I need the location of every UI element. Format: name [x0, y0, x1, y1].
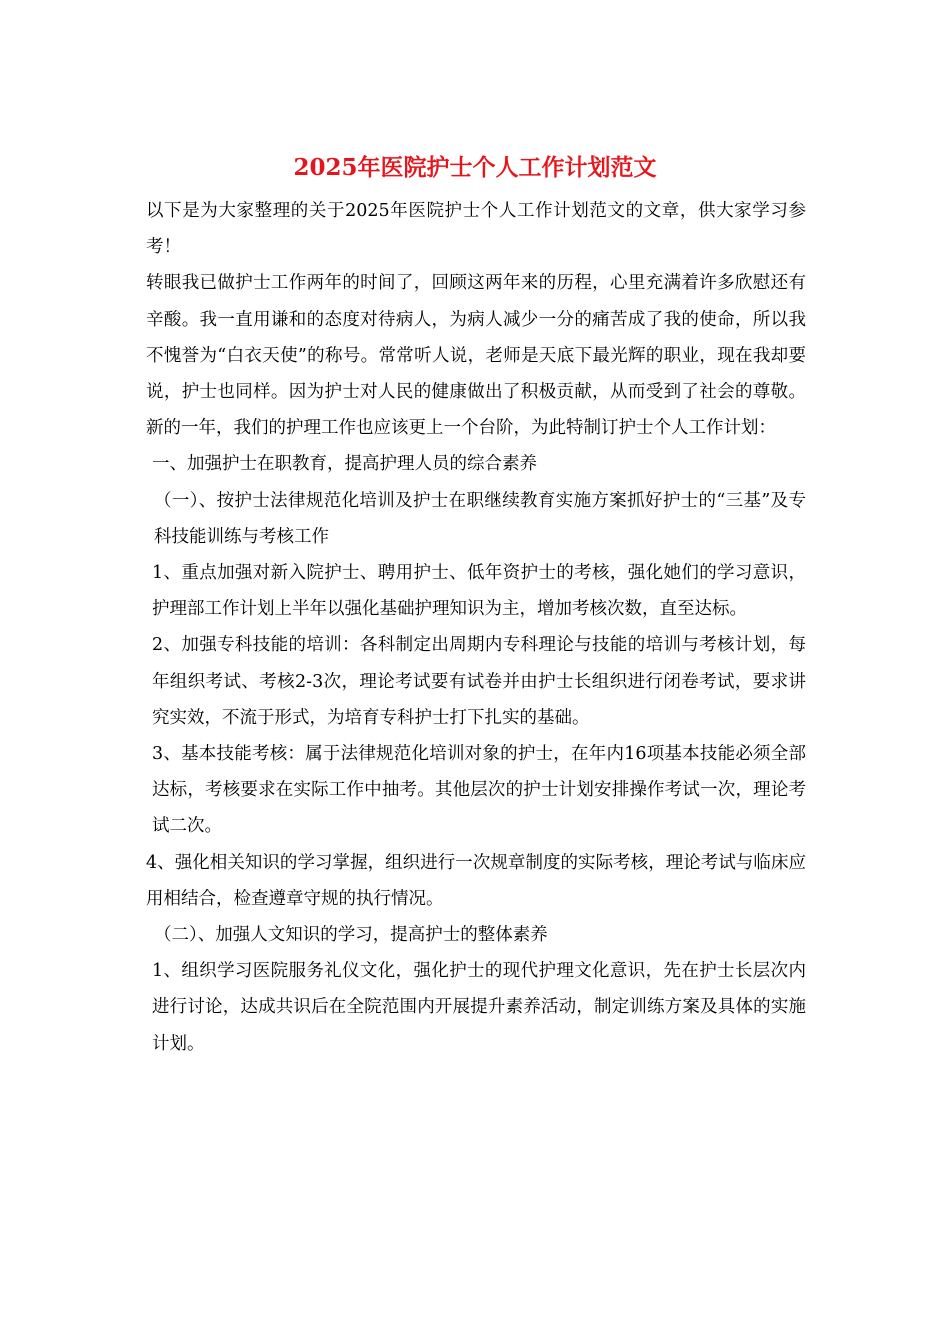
item-paragraph-5: 1、组织学习医院服务礼仪文化，强化护士的现代护理文化意识，先在护士长层次内进行讨论，达成共识后在全院范围内开展提升素养活动，制定训练方案及具体的实施计划。 — [152, 961, 806, 1054]
document-body — [146, 193, 806, 1062]
subsection-heading-1: （一）、按护士法律规范化培训及护士在职继续教育实施方案抓好护士的“三基”及专科技能训练与考核工作 — [154, 490, 806, 547]
item-paragraph-1: 1、重点加强对新入院护士、聘用护士、低年资护士的考核，强化她们的学习意识，护理部工作计划上半年以强化基础护理知识为主，增加考核次数，直至达标。 — [152, 563, 806, 620]
intro-paragraph: 以下是为大家整理的关于2025年医院护士个人工作计划范文的文章，供大家学习参考！ — [146, 201, 806, 258]
item-paragraph-2: 2、加强专科技能的培训：各科制定出周期内专科理论与技能的培训与考核计划，每年组织考试、考核2-3次，理论考试要有试卷并由护士长组织进行闭卷考试，要求讲究实效，不流于形式，为培育专科护士打下扎实的基础。 — [152, 635, 806, 728]
document-title: 2025年医院护士个人工作计划范文 — [293, 154, 657, 181]
subsection-heading-2: （二）、加强人文知识的学习，提高护士的整体素养 — [154, 925, 548, 946]
section-heading-1: 一、加强护士在职教育，提高护理人员的综合素养 — [152, 454, 537, 475]
item-paragraph-3: 3、基本技能考核：属于法律规范化培训对象的护士，在年内16项基本技能必须全部达标，考核要求在实际工作中抽考。其他层次的护士计划安排操作考试一次，理论考试二次。 — [152, 744, 806, 837]
preface-paragraph: 转眼我已做护士工作两年的时间了，回顾这两年来的历程，心里充满着许多欣慰还有辛酸。我一直用谦和的态度对待病人，为病人减少一分的痛苦成了我的使命，所以我不愧誉为“白衣天使”的称号。常常听人说，老师是天底下最光辉的职业，现在我却要说，护士也同样。因为护士对人民的健康做出了积极贡献，从而受到了社会的尊敬。新的一年，我们的护理工作也应该更上一个台阶，为此特制订护士个人工作计划： — [146, 273, 806, 439]
item-paragraph-4: 4、强化相关知识的学习掌握，组织进行一次规章制度的实际考核，理论考试与临床应用相结合，检查遵章守规的执行情况。 — [146, 852, 806, 909]
